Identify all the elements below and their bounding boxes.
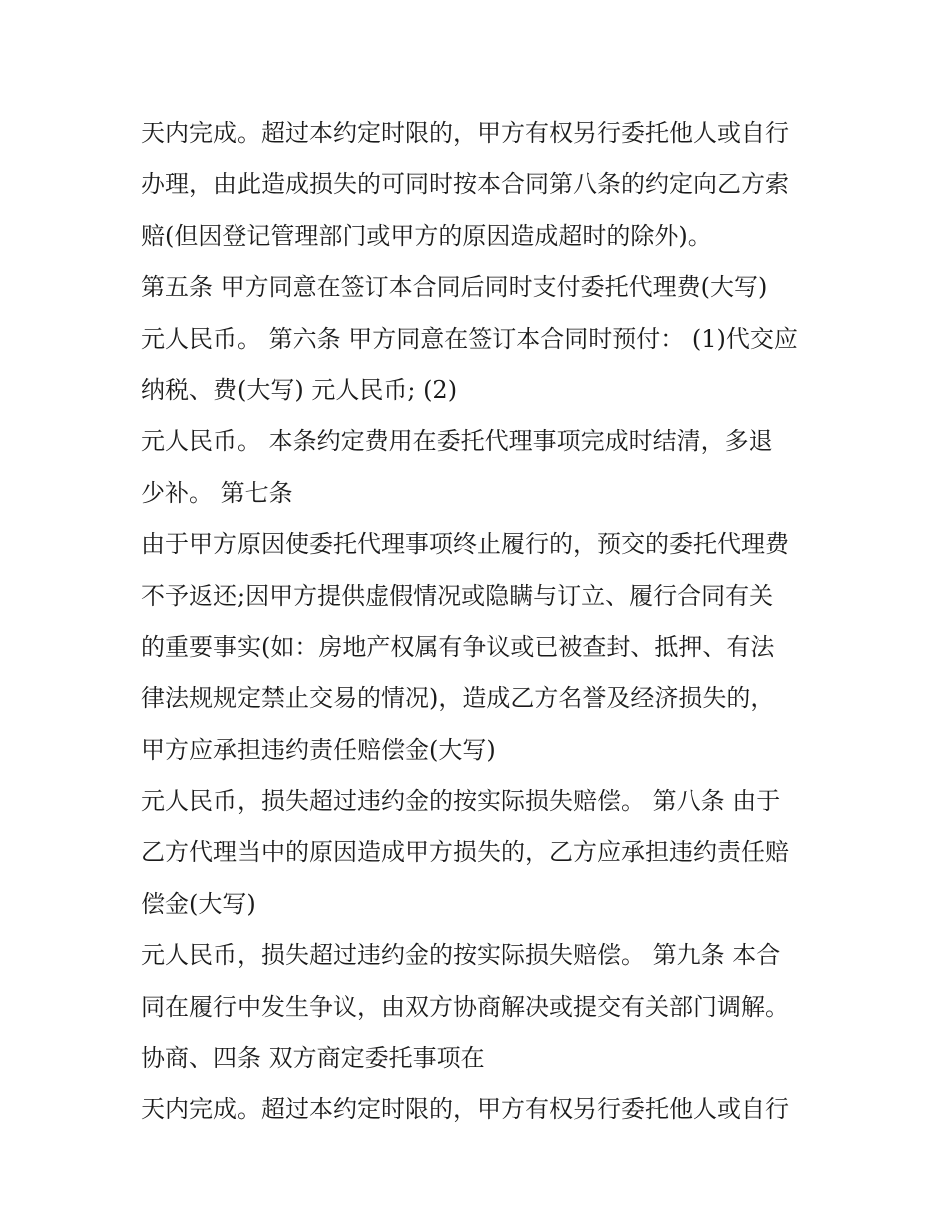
text-line: 赔(但因登记管理部门或甲方的原因造成超时的除外)。 (141, 221, 712, 250)
text-line: 的重要事实(如：房地产权属有争议或已被查封、抵押、有法 (141, 632, 775, 661)
text-line: 元人民币，损失超过违约金的按实际损失赔偿。 第八条 由于 (141, 787, 781, 816)
text-line: 乙方代理当中的原因造成甲方损失的，乙方应承担违约责任赔 (141, 838, 789, 867)
text-line: 元人民币。 第六条 甲方同意在签订本合同时预付： (1)代交应 (141, 324, 798, 353)
document-body (141, 108, 831, 1136)
text-line: 律法规规定禁止交易的情况)，造成乙方名誉及经济损失的， (141, 684, 775, 713)
text-line: 甲方应承担违约责任赔偿金(大写) (141, 735, 496, 764)
text-line: 由于甲方原因使委托代理事项终止履行的，预交的委托代理费 (141, 530, 789, 559)
text-line: 偿金(大写) (141, 889, 256, 918)
text-line: 天内完成。超过本约定时限的，甲方有权另行委托他人或自行 (141, 1095, 789, 1124)
text-line: 协商、四条 双方商定委托事项在 (141, 1044, 485, 1073)
text-line: 天内完成。超过本约定时限的，甲方有权另行委托他人或自行 (141, 119, 789, 147)
text-line: 第五条 甲方同意在签订本合同后同时支付委托代理费(大写) (141, 273, 768, 302)
text-line: 少补。 第七条 (141, 478, 293, 507)
text-line: 元人民币。 本条约定费用在委托代理事项完成时结清，多退 (141, 427, 773, 456)
text-line: 办理，由此造成损失的可同时按本合同第八条的约定向乙方索 (141, 170, 789, 199)
text-line: 元人民币，损失超过违约金的按实际损失赔偿。 第九条 本合 (141, 941, 781, 970)
text-line: 同在履行中发生争议，由双方协商解决或提交有关部门调解。 (141, 992, 789, 1021)
text-line: 不予返还;因甲方提供虚假情况或隐瞒与订立、履行合同有关 (141, 581, 774, 610)
text-line: 纳税、费(大写) 元人民币; (2) (141, 375, 458, 404)
